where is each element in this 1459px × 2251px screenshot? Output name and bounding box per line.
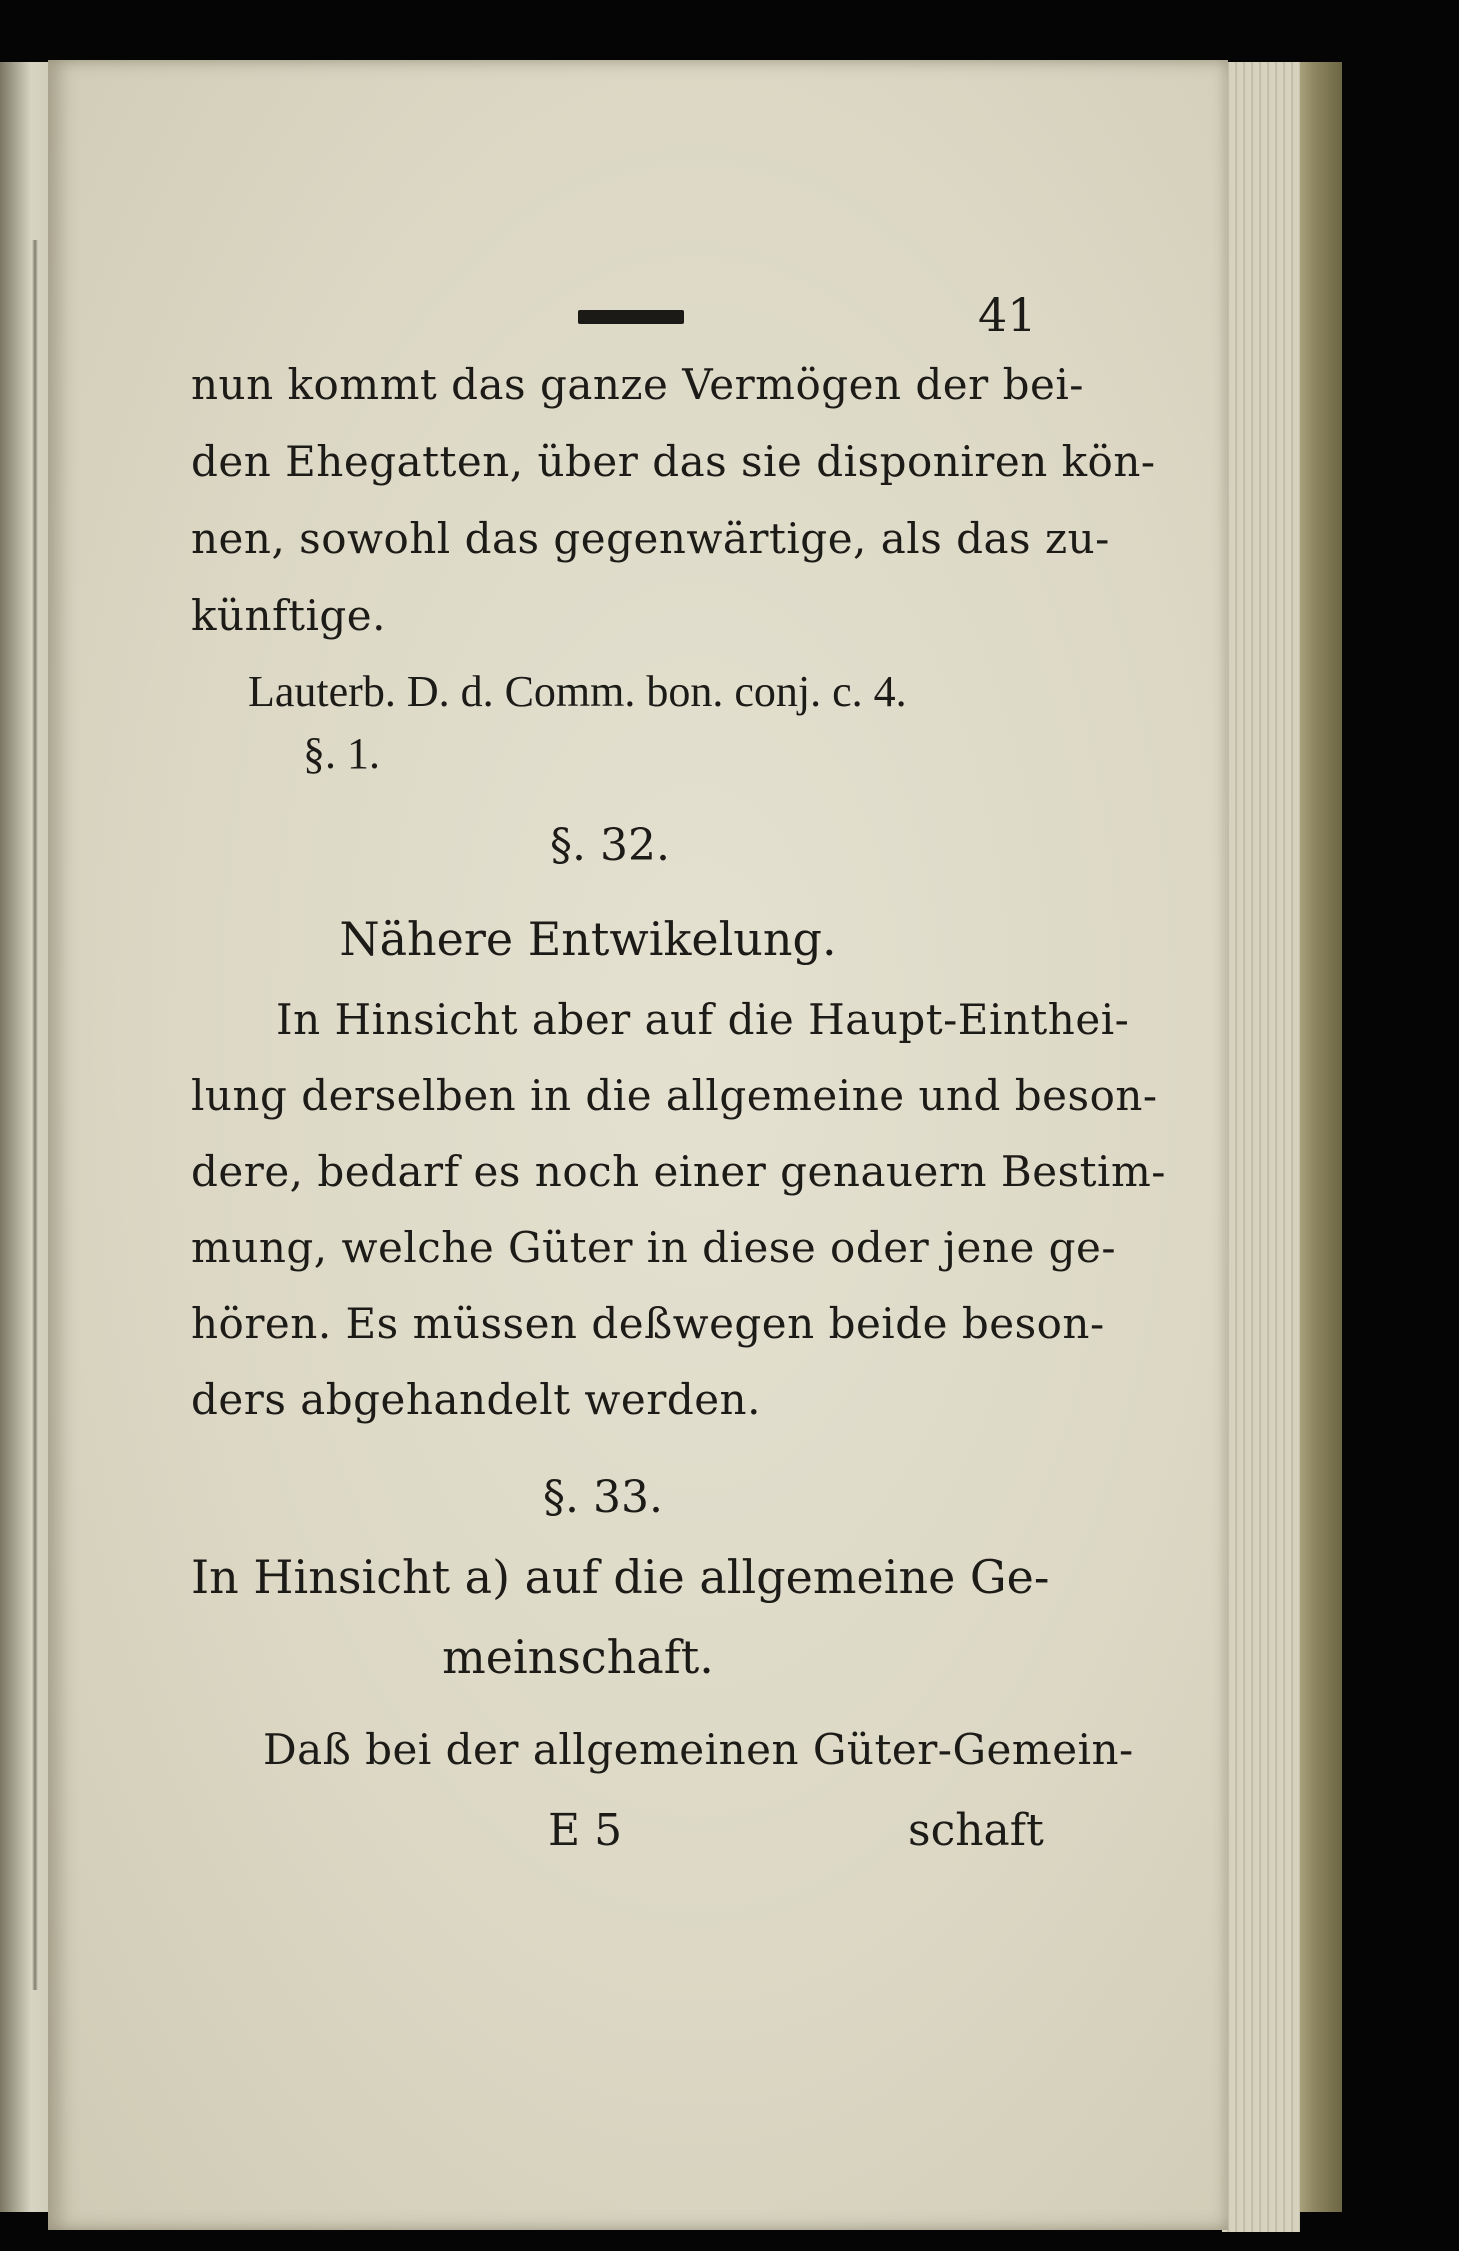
page-stack (1222, 62, 1300, 2232)
text-line: nen, sowohl das gegenwärtige, als das zu- (191, 514, 1110, 563)
section-heading: Nähere Entwikelung. (339, 912, 837, 966)
citation-line: §. 1. (303, 729, 380, 778)
signature-mark: E 5 (548, 1805, 623, 1856)
text-line: den Ehegatten, über das sie disponiren kön- (191, 437, 1156, 486)
gutter-shadow (32, 240, 38, 1990)
catchword: schaft (908, 1805, 1044, 1856)
book-page (48, 60, 1228, 2230)
text-line: dere, bedarf es noch einer genauern Bestim- (191, 1147, 1166, 1196)
text-line: lung derselben in die allgemeine und beson- (191, 1071, 1158, 1120)
left-page-edge (0, 62, 52, 2212)
page-number: 41 (978, 288, 1037, 342)
section-heading-continued: meinschaft. (442, 1630, 714, 1684)
text-line: künftige. (191, 591, 386, 640)
header-rule (578, 310, 684, 324)
text-line: Daß bei der allgemeinen Güter-Gemein- (263, 1725, 1134, 1774)
text-line: hören. Es müssen deßwegen beide beson- (191, 1299, 1105, 1348)
text-line: nun kommt das ganze Vermögen der bei- (191, 360, 1084, 409)
text-line: ders abgehandelt werden. (191, 1375, 761, 1424)
section-number: §. 33. (543, 1472, 663, 1523)
text-line: In Hinsicht aber auf die Haupt-Einthei- (276, 995, 1130, 1044)
text-line: mung, welche Güter in diese oder jene ge- (191, 1223, 1117, 1272)
section-number: §. 32. (550, 820, 670, 871)
section-heading: In Hinsicht a) auf die allgemeine Ge- (191, 1550, 1050, 1604)
citation-line: Lauterb. D. d. Comm. bon. conj. c. 4. (248, 667, 907, 716)
